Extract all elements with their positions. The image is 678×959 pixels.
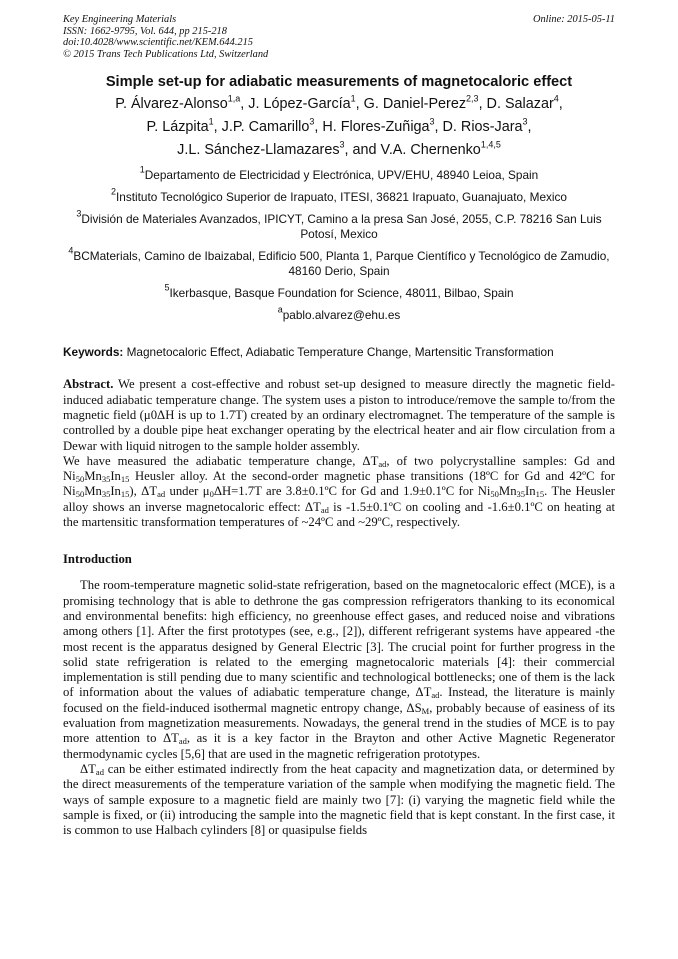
author: P. Lázpita [146, 119, 209, 136]
paper-title: Simple set-up for adiabatic measurements of magnetocaloric effect [105, 74, 573, 91]
journal-info [63, 14, 268, 60]
online-date: Online: 2015-05-11 [532, 14, 615, 25]
author: , D. Salazar [478, 96, 554, 113]
abstract-label: Abstract. [63, 377, 114, 392]
author: , D. Rios-Jara [434, 119, 523, 136]
author: , H. Flores-Zuñiga [314, 119, 430, 136]
author-line-1: P. Álvarez-Alonso$^{1,a}$, J. López-García$^1$, G. Daniel-Perez$^{2,3}$, D. Salazar$^4$, [115, 94, 563, 113]
abstract [63, 377, 615, 530]
intro-paragraph: The room-temperature magnetic solid-state refrigeration, based on the magnetocaloric effect (MCE), is a promising technology that is able to dethrone the gas compression refrigerators thanking to its economical and environmental benefits: high efficiency, no greenhouse effect gases, and reduced noise and vibrations among others [1]. After the first prototypes (see, e.g., [2]), different refrigerant systems have appeared -the most recent is the apparatus designed by General Electric [3]. The crucial point for further progress in the solid state refrigeration is related to the emerging magnetocaloric materials [4]: their commercial implementation is still pending due to many scientific and technological bottlenecks; one of them is the lack of information about the values of adiabatic temperature change, $\Delta T_{ad}$. Instead, the literature is mainly focused on the field-induced isothermal magnetic entropy change, $\Delta S_M$, probably because of easiness of its evaluation from magnetization measurements. Nowadays, the general trend in the studies of MCE is to pay more attention to $\Delta T_{ad}$, as it is a key factor in the Brayton and other Active Magnetic Regenerator thermodynamic cycles [5,6] that are used in the magnetic refrigeration prototypes. [63, 578, 615, 761]
introduction-body [63, 578, 615, 838]
author: P. Álvarez-Alonso [115, 96, 228, 113]
author: J.L. Sánchez-Llamazares [177, 142, 340, 159]
section-heading: Introduction [63, 552, 132, 567]
abstract-paragraph: Abstract. We present a cost-effective and robust set-up designed to measure directly the magnetic field-induced adiabatic temperature change. The system uses a piston to introduce/remove the sample to/from the magnetic field (μ0ΔH is up to 1.7T) created by an ordinary electromagnet. The temperature of the sample is controlled by a double pipe heat exchanger operating by the electrical heater and air flow circulation from a Dewar with liquid nitrogen to the sample holder assembly. [63, 377, 615, 453]
author-line-3: J.L. Sánchez-Llamazares$^3$, and V.A. Chernenko$^{1,4,5}$ [177, 140, 501, 159]
contact-email: $^a$pablo.alvarez@ehu.es [277, 305, 401, 323]
journal-header [63, 14, 615, 60]
author: , J.P. Camarillo [213, 119, 310, 136]
doi-line: doi:10.4028/www.scientific.net/KEM.644.215 [63, 37, 253, 49]
affiliation: $^3$División de Materiales Avanzados, IPICYT, Camino a la presa San José, 2055, C.P. 78216 San Luis Potosí, Mexico [76, 209, 602, 242]
keywords-label: Keywords: [63, 345, 124, 360]
journal-name: Key Engineering Materials [63, 14, 177, 25]
abstract-paragraph: We have measured the adiabatic temperature change, $\Delta T_{ad}$, of two polycrystalline samples: Gd and $Ni_{50}Mn_{35}In_{15}$ Heusler alloy. At the second-order magnetic phase transitions (18ºC for Gd and 42ºC for $Ni_{50}Mn_{35}In_{15}$), $\Delta T_{ad}$ under $\mu_0\Delta H=1.7T$ are 3.8±0.1ºC for Gd and 1.9±0.1ºC for $Ni_{50}Mn_{35}In_{15}$. The Heusler alloy shows an inverse magnetocaloric effect: $\Delta T_{ad}$ is -1.5±0.1ºC on cooling and -1.6±0.1ºC on heating at the martensitic transformation temperatures of ~24ºC and ~29ºC, respectively. [63, 453, 616, 530]
copyright-line: © 2015 Trans Tech Publications Ltd, Switzerland [63, 48, 269, 60]
affiliation: $^5$Ikerbasque, Basque Foundation for Science, 48011, Bilbao, Spain [164, 283, 514, 301]
author-line-2: P. Lázpita$^1$, J.P. Camarillo$^3$, H. Flores-Zuñiga$^3$, D. Rios-Jara$^3$, [146, 117, 532, 136]
intro-paragraph: $\Delta T_{ad}$ can be either estimated indirectly from the heat capacity and magnetization data, or determined by the direct measurements of the temperature variation of the sample when modifying the magnetic field. The ways of sample exposure to a magnetic field are mainly two [7]: (i) varying the magnetic field while the sample is fixed, or (ii) introducing the sample into the magnetic field that is kept constant. In the first case, it is common to use Halbach cylinders [8] or quasipulse fields [63, 761, 615, 838]
issn-line: ISSN: 1662-9795, Vol. 644, pp 215-218 [63, 25, 227, 37]
affiliation: $^1$Departamento de Electricidad y Electrónica, UPV/EHU, 48940 Leioa, Spain [139, 165, 539, 183]
author: , and V.A. Chernenko [344, 142, 481, 159]
author-list [63, 93, 615, 162]
author: , J. López-García [240, 96, 351, 113]
keywords [63, 345, 615, 360]
affiliation: $^4$BCMaterials, Camino de Ibaizabal, Edificio 500, Planta 1, Parque Científico y Tecnológico de Zamudio, 48160 Derio, Spain [68, 246, 610, 279]
affiliation: $^2$Instituto Tecnológico Superior de Irapuato, ITESI, 36821 Irapuato, Guanajuato, Mexico [111, 187, 567, 205]
keywords-text: Magnetocaloric Effect, Adiabatic Temperature Change, Martensitic Transformation [123, 345, 554, 360]
author: , G. Daniel-Perez [355, 96, 467, 113]
affiliations [63, 165, 615, 323]
